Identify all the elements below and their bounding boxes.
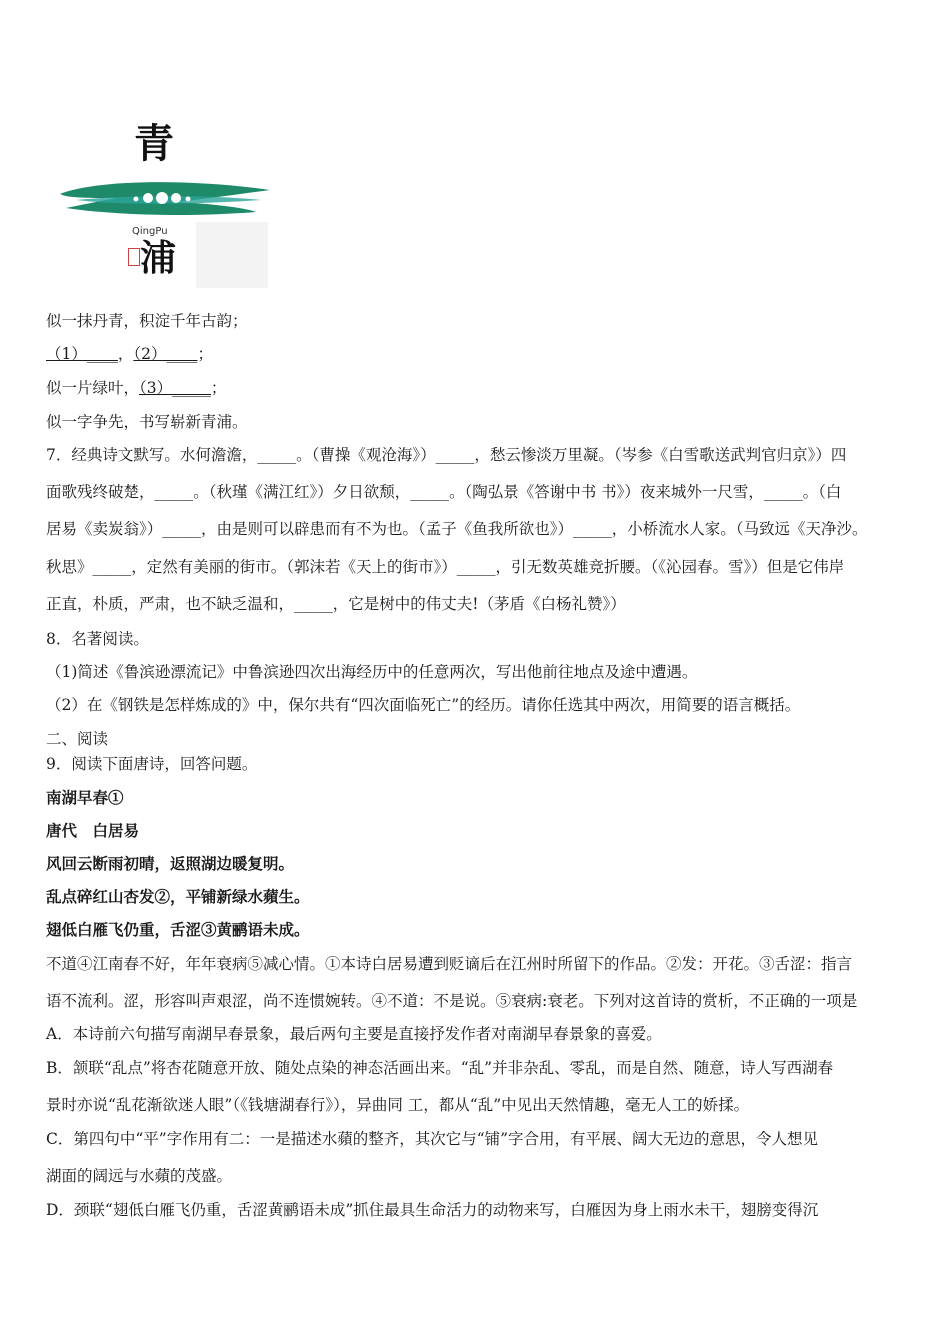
q8-part-2: （2）在《钢铁是怎样炼成的》中，保尔共有“四次面临死亡”的经历。请你任选其中两次，用简要的语言概括。 — [46, 696, 801, 714]
qingpu-logo — [56, 122, 276, 292]
option-b-line-2: 景时亦说“乱花渐欲迷人眼”（《钱塘湖春行》），异曲同 工，都从“乱”中见出天然情趣，毫无人工的娇揉。 — [46, 1096, 750, 1114]
logo-background-box — [196, 222, 268, 288]
logo-character-pu: 浦 — [140, 237, 177, 279]
poem-line-3 — [46, 378, 226, 398]
poem-author: 唐代 白居易 — [46, 821, 140, 840]
option-a: A．本诗前六句描写南湖早春景象，最后两句主要是直接抒发作者对南湖早春景象的喜爱。 — [46, 1025, 662, 1043]
poem-notes-1: 不道④江南春不好，年年衰病⑤减心情。①本诗白居易遭到贬谪后在江州时所留下的作品。②发：开花。③舌涩：指言 — [46, 955, 853, 973]
q7-line-4: 秋思》_____，定然有美丽的街市。（郭沫若《天上的街市》）_____，引无数英雄竞折腰。（《沁园春。雪》）但是它伟岸 — [46, 558, 845, 576]
q8-title: 8．名著阅读。 — [46, 630, 149, 648]
option-b-line-1: B．颔联“乱点”将杏花随意开放、随处点染的神态活画出来。“乱”并非杂乱、零乱，而是自然、随意，诗人写西湖春 — [46, 1059, 834, 1077]
logo-seal-icon — [128, 248, 140, 266]
option-d-line-1: D．颈联“翅低白雁飞仍重，舌涩黄鹂语未成”抓住最具生命活力的动物来写，白雁因为身上雨水未干，翅膀变得沉 — [46, 1201, 819, 1219]
line3-prefix: 似一片绿叶， — [46, 379, 140, 397]
poem-verse-1: 风回云断雨初晴，返照湖边暖复明。 — [46, 854, 295, 873]
blank-1: （1）____ — [46, 345, 118, 363]
poem-line-1: 似一抹丹青，积淀千年古韵； — [46, 312, 248, 330]
q7-line-5: 正直，朴质，严肃，也不缺乏温和，_____，它是树中的伟丈夫!（茅盾《白杨礼赞》） — [46, 595, 626, 613]
separator: ， — [117, 345, 134, 363]
q7-line-2: 面歌残终破楚，_____。（秋瑾《满江红》）夕日欲颓，_____。（陶弘景《答谢中书 书》）夜来城外一尺雪，_____。（白 — [46, 483, 842, 501]
option-c-line-2: 湖面的阔远与水蘋的茂盛。 — [46, 1167, 233, 1185]
poem-title: 南湖早春① — [46, 788, 124, 807]
option-c-line-1: C．第四句中“平”字作用有二：一是描述水蘋的整齐，其次它与“铺”字合用，有平展、阔大无边的意思，令人想见 — [46, 1130, 819, 1148]
q7-line-1: 7．经典诗文默写。水何澹澹，_____。（曹操《观沧海》）_____，愁云惨淡万里凝。（岑参《白雪歌送武判官归京》）四 — [46, 446, 847, 464]
q7-line-3: 居易《卖炭翁》）_____，由是则可以辟患而有不为也。（孟子《鱼我所欲也》）_____，小桥流水人家。（马致远《天净沙。 — [46, 520, 868, 538]
section-heading: 二、阅读 — [46, 730, 109, 748]
logo-character-qing: 青 — [134, 120, 174, 167]
poem-line-4: 似一字争先，书写崭新青浦。 — [46, 413, 248, 431]
q9-title: 9．阅读下面唐诗，回答问题。 — [46, 755, 258, 773]
poem-line-2 — [46, 344, 213, 364]
blank-2: （2）____ — [133, 345, 198, 363]
line-end: ； — [197, 345, 214, 363]
poem-notes-2: 语不流利。涩，形容叫声艰涩，尚不连惯婉转。④不道：不是说。⑤衰病:衰老。下列对这首诗的赏析，不正确的一项是 — [46, 992, 858, 1010]
q8-part-1: （1)简述《鲁滨逊漂流记》中鲁滨逊四次出海经历中的任意两次，写出他前往地点及途中遭遇。 — [46, 663, 698, 681]
logo-brush-stroke-icon — [56, 178, 272, 218]
poem-verse-2: 乱点碎红山杏发②，平铺新绿水蘋生。 — [46, 887, 310, 906]
poem-verse-3: 翅低白雁飞仍重，舌涩③黄鹂语未成。 — [46, 920, 310, 939]
logo-pinyin: QingPu — [132, 226, 168, 237]
blank-3: （3）_____ — [139, 379, 211, 397]
line3-end: ； — [210, 379, 227, 397]
